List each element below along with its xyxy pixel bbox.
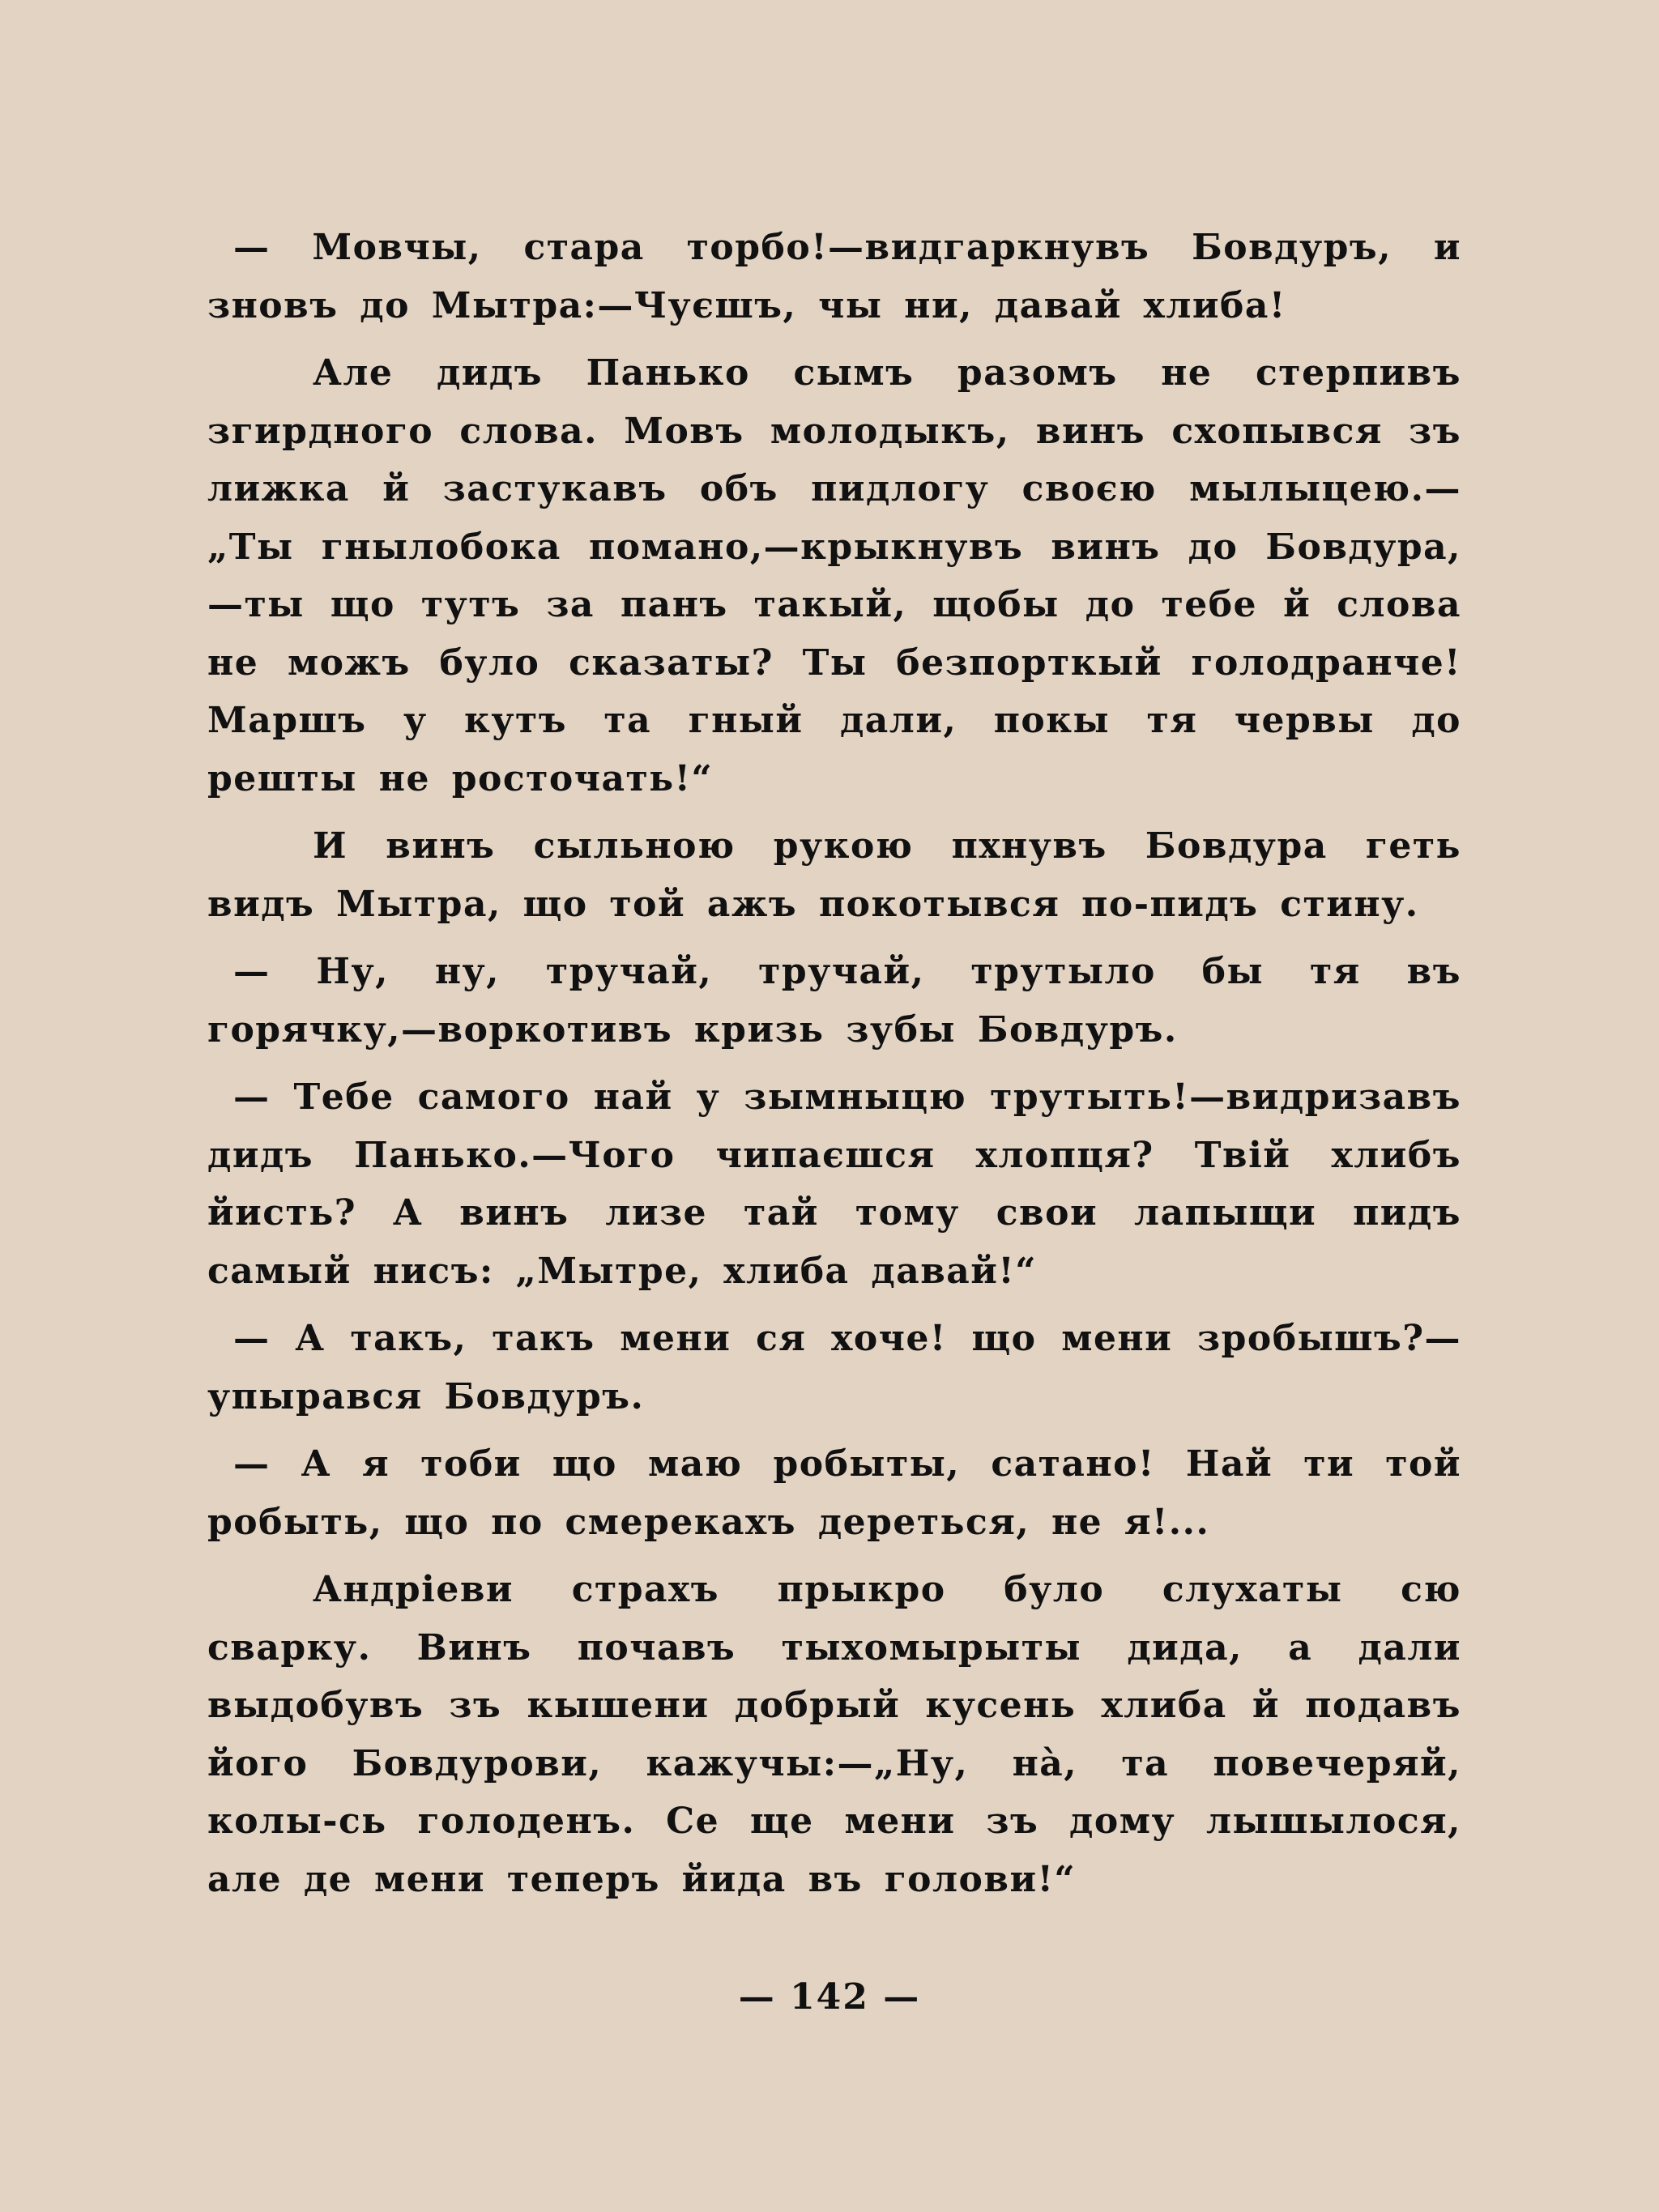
paragraph-8: Андріеви страхъ прыкро було слухаты сю сварку. Винъ почавъ тыхомырыты дида, а дали выдобувъ зъ кышени добрый кусень хлиба й подавъ його Бовдурови, кажучы:—„Ну, нà, та повечеряй, колы-сь голоденъ. Се ще мени зъ дому лышылося, але де мени теперъ йида въ голови!“ [207,1569,1461,1900]
paragraph-4: — Ну, ну, тручай, тручай, трутыло бы тя въ горячку,—воркотивъ кризь зубы Бовдуръ. [207,951,1461,1051]
paragraph-7: — А я тоби що маю робыты, сатано! Най ти той робыть, що по смерекахъ дереться, не я!... [207,1443,1461,1543]
paragraph-3: И винъ сыльною рукою пхнувъ Бовдура геть видъ Мытра, що той ажъ покотывся по-пидъ стину. [207,825,1461,925]
page-text-block [207,219,1461,1908]
paragraph-1: — Мовчы, стара торбо!—видгаркнувъ Бовдуръ, и зновъ до Мытра:—Чуєшъ, чы ни, давай хлиба! [207,227,1461,326]
paragraph-5: — Тебе самого най у зымныцю трутыть!—видризавъ дидъ Панько.—Чого чипаєшся хлопця? Твій хлибъ йисть? А винъ лизе тай тому свои лапыщи пидъ самый нисъ: „Мытре, хлиба давай!“ [207,1076,1461,1292]
paragraph-2: Але дидъ Панько сымъ разомъ не стерпивъ згирдного слова. Мовъ молодыкъ, винъ схопывся зъ лижка й застукавъ объ пидлогу своєю мылыцею.—„Ты гнылобока помано,—крыкнувъ винъ до Бовдура,—ты що тутъ за панъ такый, щобы до тебе й слова не можъ було сказаты? Ты безпорткый голодранче! Маршъ у кутъ та гный дали, покы тя червы до решты не росточать!“ [207,352,1461,799]
page-number: — 142 — [738,1976,921,2018]
paragraph-6: — А такъ, такъ мени ся хоче! що мени зробышъ?—упырався Бовдуръ. [207,1318,1461,1417]
